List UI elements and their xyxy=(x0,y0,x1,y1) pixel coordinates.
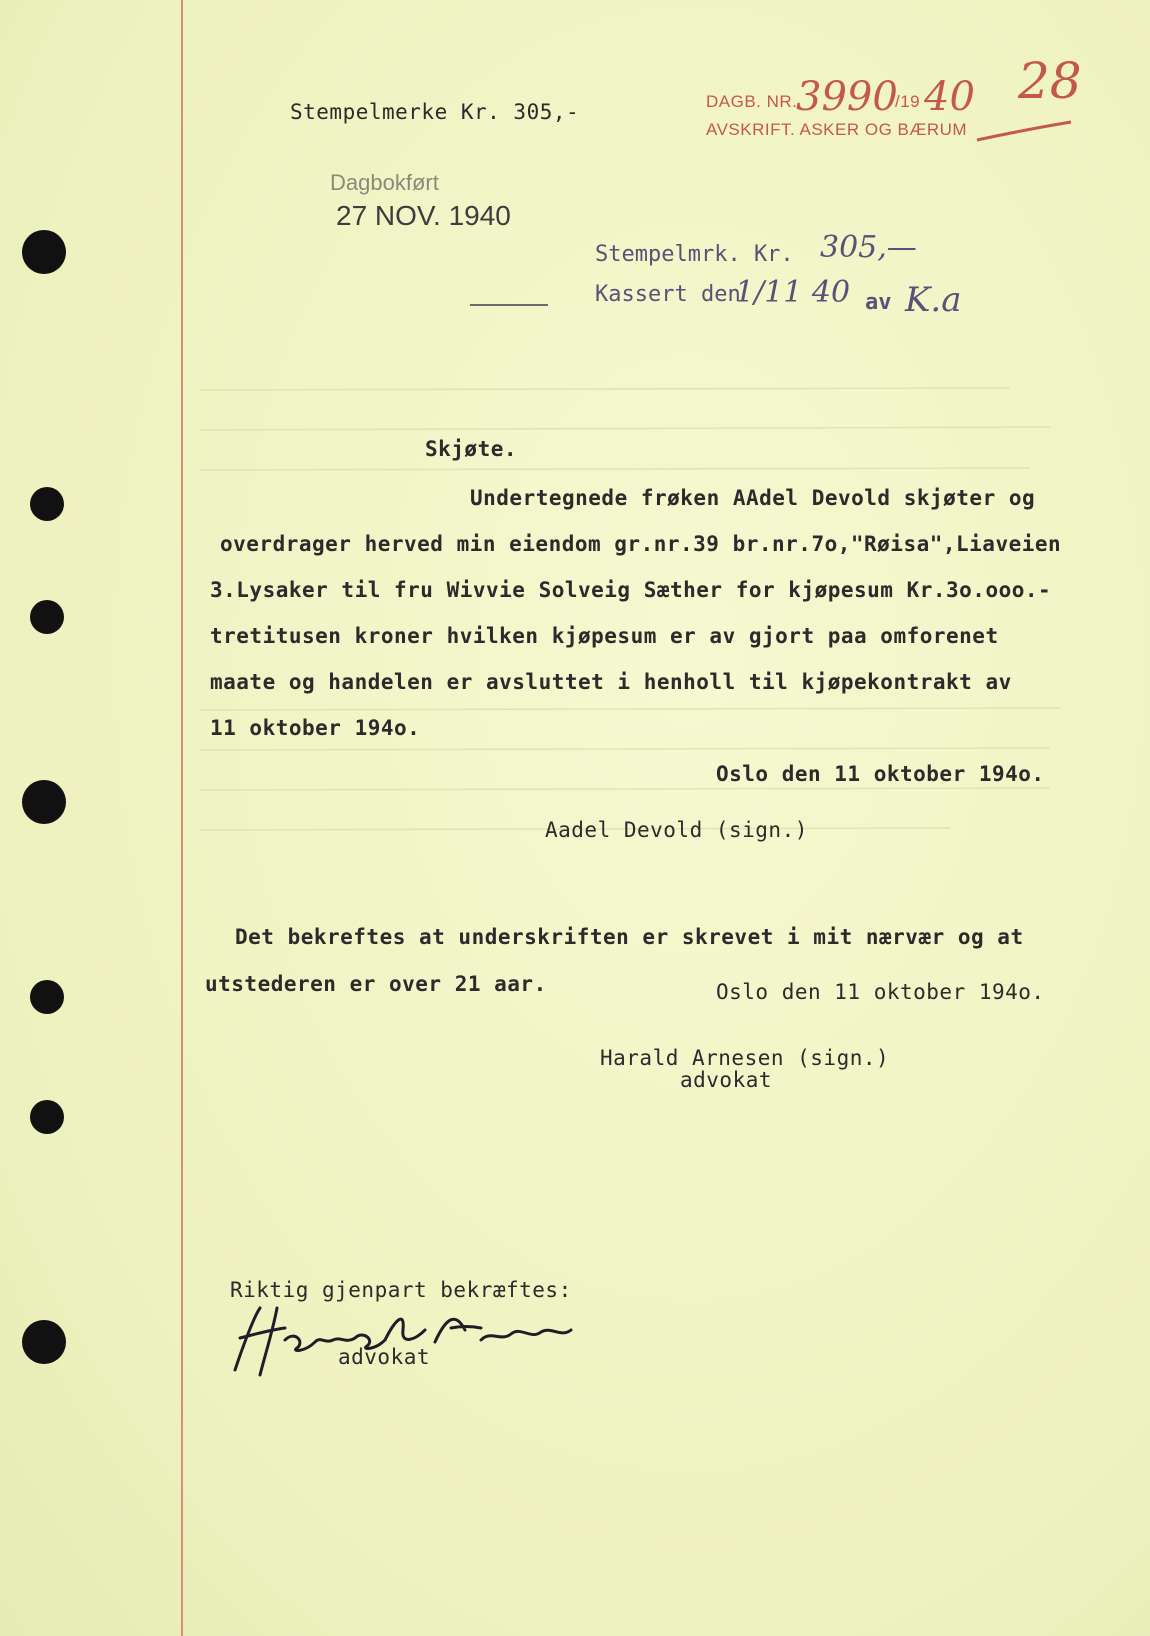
folio-number: 28 xyxy=(1018,52,1082,110)
dagb-year: 40 xyxy=(924,74,975,120)
body-signature: Aadel Devold (sign.) xyxy=(545,818,808,842)
attestation-line-2: utstederen er over 21 aar. xyxy=(205,972,547,996)
dagb-label: DAGB. NR. xyxy=(706,92,798,111)
dagb-year-prefix: /19 xyxy=(895,92,921,111)
body-line-1: Undertegnede frøken AAdel Devold skjøter og xyxy=(470,486,1036,510)
dagbokfort-label: Dagbokført xyxy=(330,170,439,195)
stamp-line2-by: av xyxy=(865,290,892,315)
stamp-line1-label: Stempelmrk. Kr. xyxy=(595,242,794,267)
margin-line xyxy=(181,0,183,1636)
body-place-date: Oslo den 11 oktober 194o. xyxy=(716,762,1045,786)
punch-hole xyxy=(22,230,66,274)
body-line-6: 11 oktober 194o. xyxy=(210,716,421,740)
punch-hole xyxy=(22,780,66,824)
body-line-2: overdrager herved min eiendom gr.nr.39 br.nr.7o,"Røisa",Liaveien xyxy=(220,532,1062,556)
attestation-place-date: Oslo den 11 oktober 194o. xyxy=(716,980,1045,1004)
dagbokfort-date: 27 NOV. 1940 xyxy=(336,200,511,231)
folio-underline xyxy=(975,118,1075,148)
attestation-line-1: Det bekreftes at underskriften er skrevet i mit nærvær og at xyxy=(235,925,1024,949)
punch-hole xyxy=(30,980,64,1014)
attestation-signer-title: advokat xyxy=(680,1068,773,1092)
stamp-dash xyxy=(470,300,550,310)
stamp-line1-value: 305,— xyxy=(820,230,917,265)
punch-hole xyxy=(30,487,64,521)
stempelmerke-text: Stempelmerke Kr. 305,- xyxy=(290,100,580,124)
avskrift-stamp: AVSKRIFT. ASKER OG BÆRUM xyxy=(706,120,968,139)
stamp-line2-date: 1/11 40 xyxy=(735,275,851,310)
stamp-line2-label: Kassert den xyxy=(595,282,741,307)
copy-certification-title: advokat xyxy=(338,1345,431,1369)
punch-hole xyxy=(30,600,64,634)
dagb-number: 3990 xyxy=(796,74,898,120)
attestation-signer: Harald Arnesen (sign.) xyxy=(600,1046,890,1070)
punch-hole xyxy=(22,1320,66,1364)
punch-hole xyxy=(30,1100,64,1134)
body-line-4: tretitusen kroner hvilken kjøpesum er av gjort paa omforenet xyxy=(210,624,999,648)
document-title: Skjøte. xyxy=(425,437,518,461)
copy-certification-text: Riktig gjenpart bekræftes: xyxy=(230,1278,572,1302)
stamp-line2-initials: K.a xyxy=(905,280,962,320)
body-line-3: 3.Lysaker til fru Wivvie Solveig Sæther for kjøpesum Kr.3o.ooo.- xyxy=(210,578,1052,602)
body-line-5: maate og handelen er avsluttet i henholl til kjøpekontrakt av xyxy=(210,670,1012,694)
